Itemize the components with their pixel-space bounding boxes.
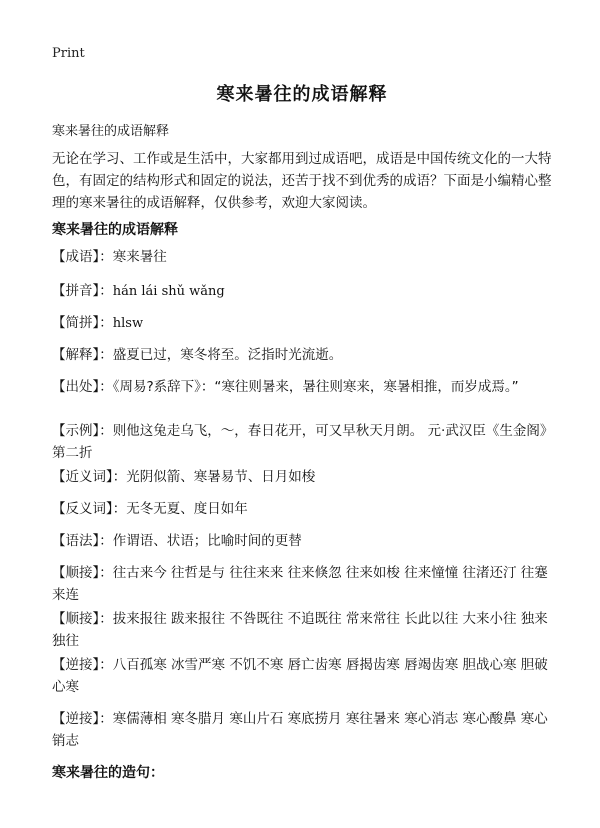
entry-value: 作谓语、状语；比喻时间的更替 [112,533,302,549]
entry-reverse-chain-2 [52,708,552,752]
entry-antonyms [52,498,552,520]
entry-synonyms [52,466,552,488]
entry-label: 【逆接】： [52,711,113,727]
entry-value: 则他这兔走乌飞，～，春日花开，可又早秋天月朗。 元·武汉臣《生金阁》第二折 [52,423,547,461]
entry-value: 《周易?系辞下》：“寒往则暑来，暑往则寒来，寒暑相推，而岁成焉。” [112,379,519,395]
entry-label: 【解释】： [52,347,113,363]
entry-value: 光阴似箭、寒暑易节、日月如梭 [126,469,316,485]
entry-label: 【出处】： [52,379,113,395]
entry-label: 【简拼】： [52,315,113,331]
entry-label: 【近义词】： [52,469,127,485]
entry-value: 拔来报往 跋来报往 不咎既往 不追既往 常来常往 长此以往 大来小往 独来独往 [52,611,548,649]
entry-forward-chain-1 [52,562,552,606]
entry-label: 【逆接】： [52,657,113,673]
entry-abbrev [52,312,552,335]
entry-value: 盛夏已过，寒冬将至。泛指时光流逝。 [112,347,343,363]
entry-meaning [52,344,552,366]
article-subtitle: 寒来暑往的成语解释 [52,124,170,139]
page-title: 寒来暑往的成语解释 [216,84,388,105]
entry-value: 寒儒薄相 寒冬腊月 寒山片石 寒底捞月 寒往暑来 寒心消志 寒心酸鼻 寒心销志 [52,711,548,749]
print-link[interactable]: Print [52,46,85,61]
entry-reverse-chain-1 [52,654,552,698]
entry-value: hán lái shǔ wǎng [112,284,225,299]
entry-label: 【拼音】： [52,283,113,299]
entry-example [52,420,552,464]
entry-grammar [52,530,552,552]
intro-paragraph: 无论在学习、工作或是生活中，大家都用到过成语吧，成语是中国传统文化的一大特色，有固定的结构形式和固定的说法，还苦于找不到优秀的成语？下面是小编精心整理的寒来暑往的成语解释，仅供参考，欢迎大家阅读。 [52,151,552,211]
entry-label: 【顺接】： [52,565,113,581]
entry-source [52,376,552,398]
entry-pinyin [52,280,552,303]
entry-label: 【反义词】： [52,501,127,517]
entry-value: 寒来暑往 [112,249,167,265]
entry-label: 【成语】： [52,249,113,265]
entry-label: 【顺接】： [52,611,113,627]
entry-label: 【示例】： [52,423,113,439]
entry-value: 往古来今 往哲是与 往往来来 往来倏忽 往来如梭 往来憧憧 往渚还汀 往蹇来连 [52,565,548,603]
entry-label: 【语法】： [52,533,113,549]
entry-value: hlsw [112,316,144,331]
entry-value: 无冬无夏、度日如年 [126,501,248,517]
entry-forward-chain-2 [52,608,552,652]
section-heading-sentences: 寒来暑往的造句： [52,765,164,781]
entry-value: 八百孤寒 冰雪严寒 不饥不寒 唇亡齿寒 唇揭齿寒 唇竭齿寒 胆战心寒 胆破心寒 [52,657,548,695]
section-heading-explanation: 寒来暑往的成语解释 [52,222,178,238]
entry-idiom [52,246,552,268]
